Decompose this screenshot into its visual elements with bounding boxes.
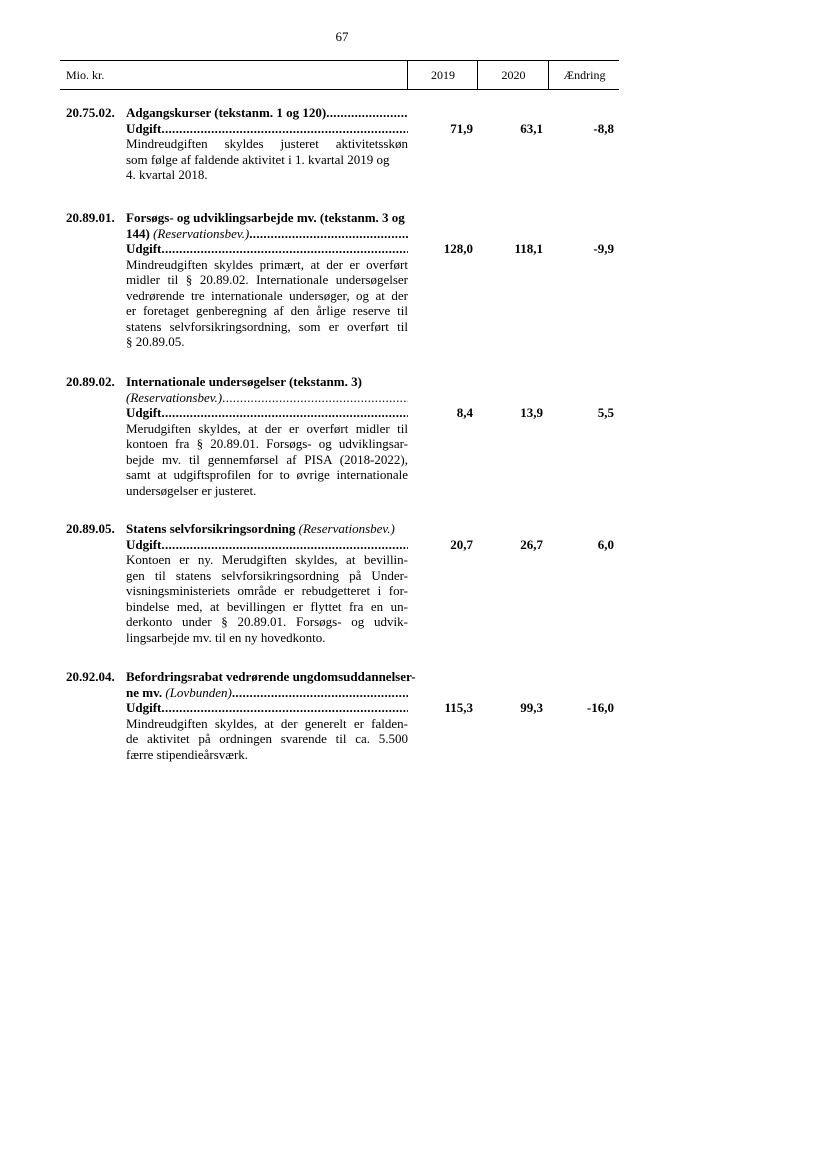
entry-number: 20.89.05. [66,521,115,536]
entry-account-type: (Lovbunden) [165,684,232,700]
udgift-line: Udgift ..... [126,241,408,257]
entry-account-type: (Reservationsbev.) [153,225,250,241]
value-2020: 13,9 [520,405,543,420]
entry-body [126,210,408,350]
entry-body [126,669,436,762]
entry-body [126,374,408,498]
entry-title: Internationale undersøgelser (tekstanm. 3) [126,374,362,389]
entry-title: Befordringsrabat vedrørende ungdomsuddannelser- [126,669,416,684]
value-2019: 115,3 [444,700,473,715]
entry-title: Statens selvforsikringsordning (Reservationsbev.) [126,521,395,536]
entry-number: 20.75.02. [66,105,115,120]
entry-title-cont: ne mv. (Lovbunden) ..... [126,685,408,701]
value-change: 5,5 [597,405,614,420]
header-col-2020: 2020 [477,61,549,89]
entry-body [126,105,408,183]
value-2020: 26,7 [520,536,543,552]
entry-description: Mindreudgiften skyldes justeret aktivitetsskøn som følge af faldende aktivitet i 1. kvartal 2019 og 4. kvartal 2018. [126,136,408,182]
header-unit-label: Mio. kr. [66,68,105,82]
value-2019: 20,7 [450,536,473,552]
value-2019: 8,4 [456,405,473,420]
table-header [60,60,619,90]
udgift-line: Udgift ..... [126,700,408,716]
entry-description: Mindreudgiften skyldes, at der generelt er falden- de aktivitet på ordningen svarende til ca. 5.500 færre stipendieårsværk. [126,715,408,762]
value-2020: 63,1 [520,120,543,136]
page-number: 67 [335,29,349,44]
value-2020: 118,1 [514,241,543,256]
entry-title-cont: 144) (Reservationsbev.) ..... [126,226,408,242]
udgift-line: Udgift ..... [126,537,408,553]
entry-title-cont [126,390,408,406]
value-change: -8,8 [593,120,614,136]
entry-account-type: (Reservationsbev.) [298,521,395,536]
entry-account-type: (Reservationsbev.) [126,389,223,405]
entry-number: 20.89.02. [66,374,115,389]
value-change: -16,0 [586,700,614,715]
entry-title: Forsøgs- og udviklingsarbejde mv. (tekstanm. 3 og [126,210,405,225]
entry-title: Adgangskurser (tekstanm. 1 og 120) ..... [126,105,408,121]
entry-body [126,521,426,645]
udgift-line: Udgift ..... [126,121,408,137]
header-col-change: Ændring [548,61,620,89]
value-2020: 99,3 [520,700,543,715]
value-change: -9,9 [593,241,614,256]
value-change: 6,0 [597,536,614,552]
entry-description: Merudgiften skyldes, at der er overført midler til kontoen fra § 20.89.01. Forsøgs- og udviklingsar- bejde mv. til gennemførsel af PISA (2018-2022), samt at udgiftsprofilen for to øvrige internationale undersøgelser er justeret. [126,420,408,498]
value-2019: 128,0 [443,241,473,256]
entry-number: 20.92.04. [66,669,115,684]
value-2019: 71,9 [450,120,473,136]
entry-description: Mindreudgiften skyldes primært, at der er overført midler til § 20.89.02. Internationale undersøgelser vedrørende tre internationale undersøger, og at der er foretaget genberegning af den årlige reserve til statens selvforsikringsordning, som er overført til § 20.89.05. [126,256,408,349]
header-col-2019: 2019 [407,61,478,89]
entry-number: 20.89.01. [66,210,115,225]
udgift-line: Udgift ..... [126,405,408,421]
entry-description: Kontoen er ny. Merudgiften skyldes, at bevillin- gen til statens selvforsikringsordning på Under- visningsministeriets område er rebudgetteret i for- bindelse med, at bevillingen er flyttet fra en un- derkonto under § 20.89.01. Forsøgs- og udvik- lingsarbejde mv. til en ny hovedkonto. [126,552,408,645]
